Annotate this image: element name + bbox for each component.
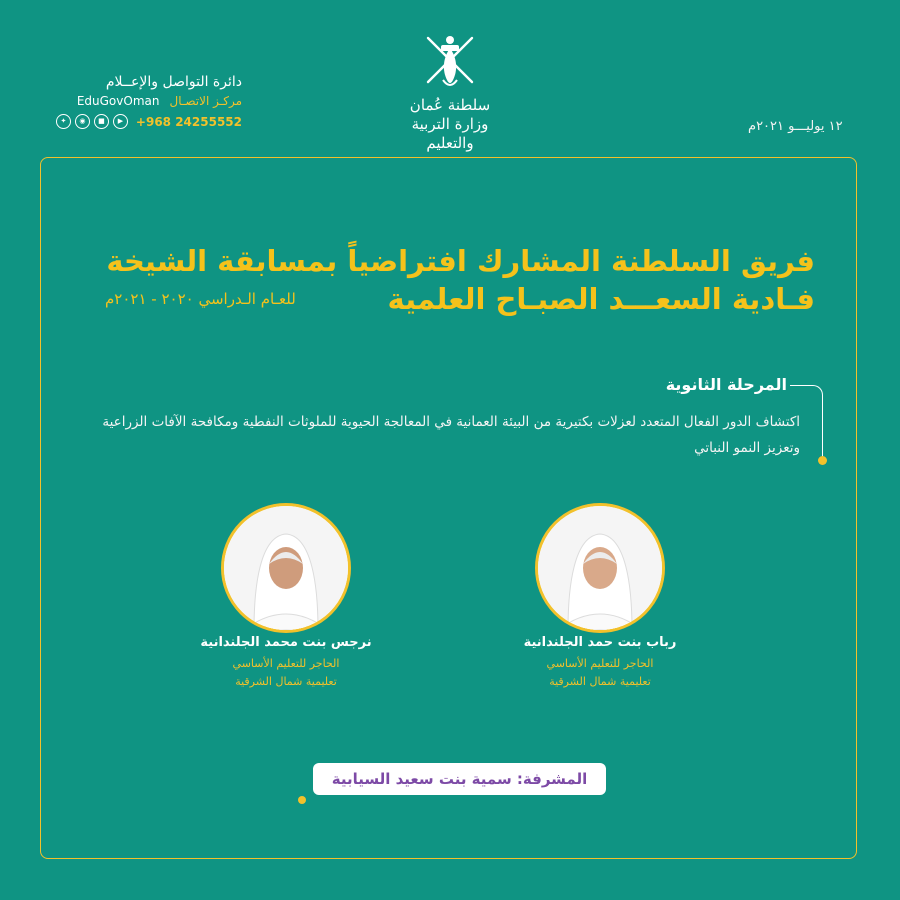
student-name: رباب بنت حمد الجلندانية bbox=[523, 635, 677, 650]
department-info bbox=[22, 74, 242, 129]
supervisor-name: المشرفة: سمية بنت سعيد السيابية bbox=[331, 770, 588, 788]
student-region: تعليمية شمال الشرقية bbox=[235, 675, 337, 688]
academic-year-subtitle: للعـام الـدراسي ٢٠٢٠ - ٢٠٢١م bbox=[105, 290, 296, 308]
department-title: دائرة التواصل والإعــلام bbox=[105, 74, 242, 90]
supervisor-badge bbox=[313, 763, 606, 795]
call-center-label: مركـز الاتصـال bbox=[169, 94, 242, 108]
phone-number[interactable]: +968 24255552 bbox=[135, 114, 242, 129]
supervisor-bullet-dot bbox=[298, 796, 306, 804]
youtube-icon[interactable]: ▶ bbox=[113, 114, 128, 129]
stage-title: المرحلة الثانوية bbox=[665, 375, 787, 394]
student-name: نرجس بنت محمد الجلندانية bbox=[200, 635, 372, 650]
emblem-line-2: وزارة التربية والتعليم bbox=[411, 115, 489, 152]
social-handle: EduGovOman bbox=[76, 94, 160, 108]
student-school: الحاجر للتعليم الأساسي bbox=[232, 657, 340, 670]
student-school: الحاجر للتعليم الأساسي bbox=[546, 657, 654, 670]
main-title-line-1: فريق السلطنة المشارك افتراضياً بمسابقة الشيخة bbox=[106, 244, 815, 278]
student-region: تعليمية شمال الشرقية bbox=[549, 675, 651, 688]
project-description: اكتشاف الدور الفعال المتعدد لعزلات بكتيرية من البيئة العمانية في المعالجة الحيوية للملوثات النفطية ومكافحة الآفات الزراعية وتعزيز النمو النباتي bbox=[102, 414, 800, 456]
main-title-line-2: فـادية السعـــد الصبـاح العلمية bbox=[387, 282, 815, 316]
facebook-icon[interactable]: ■ bbox=[94, 114, 109, 129]
twitter-icon[interactable]: ✦ bbox=[56, 114, 71, 129]
emblem-line-1: سلطنة عُمان bbox=[409, 96, 491, 114]
student-portrait-icon bbox=[224, 506, 348, 630]
student-portrait-icon bbox=[538, 506, 662, 630]
student-photo bbox=[535, 503, 665, 633]
ministry-emblem bbox=[395, 18, 505, 152]
date-label: ١٢ يوليـــو ٢٠٢١م bbox=[748, 119, 843, 134]
khanjar-emblem-icon bbox=[395, 18, 505, 98]
student-photo bbox=[221, 503, 351, 633]
instagram-icon[interactable]: ◉ bbox=[75, 114, 90, 129]
stage-bullet-dot bbox=[818, 456, 827, 465]
